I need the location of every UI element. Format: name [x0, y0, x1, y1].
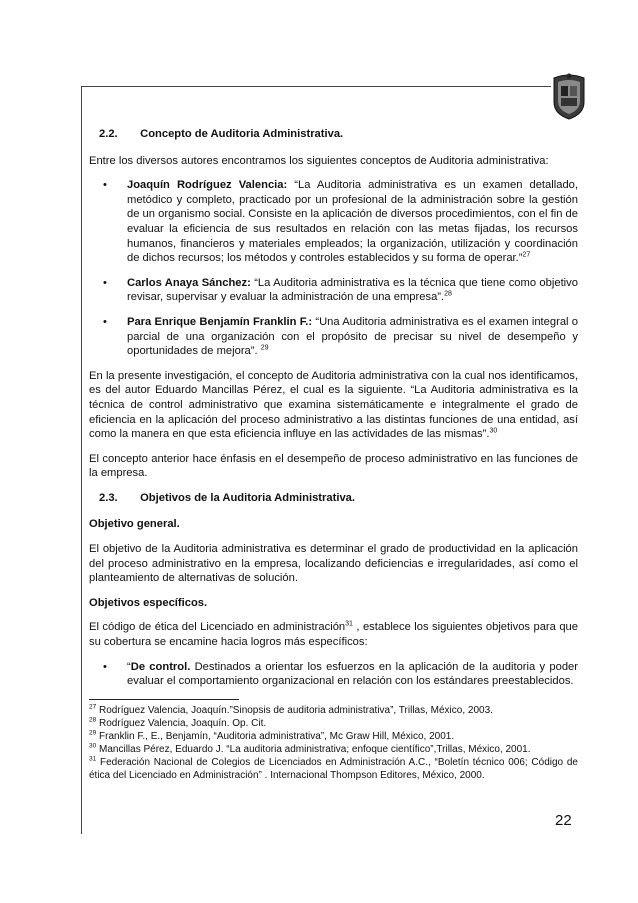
investigation-text: En la presente investigación, el concepto de Auditoria administrativa con la cual nos identificamos, es del autor Eduardo Mancillas Pérez, el cual es la siguiente. “La Auditoria administrativa es la técnica de control administrativo que examina sistemáticamente e integralmente el grado de eficiencia en la aplicación del proceso administrativo a las distintas funciones de una entidad, así como la manera en que esta eficiencia influye en las actividades de las mismas”.: [89, 369, 578, 441]
footnote: [89, 756, 578, 782]
footnote-text: Rodríguez Valencia, Joaquín.”Sinopsis de auditoria administrativa”, Trillas, México, 2003.: [96, 704, 493, 716]
concept-text: “Una Auditoria administrativa es el examen integral o parcial de una organización con el propósito de precisar su nivel de desempeño y oportunidades de mejora”.: [127, 315, 578, 358]
concept-text: “La Auditoria administrativa es la técnica que tiene como objetivo revisar, supervisar y evaluar la administración de una empresa”.: [127, 276, 578, 304]
intro-paragraph: Entre los diversos autores encontramos los siguientes conceptos de Auditoria administrativa:: [89, 154, 549, 167]
concept-author: Para Enrique Benjamín Franklin F.:: [127, 315, 313, 328]
footnote-number: 30: [89, 742, 97, 750]
footnote-ref: 30: [489, 427, 498, 435]
section-heading-concepto: [89, 127, 578, 142]
footnote-number: 31: [89, 755, 97, 763]
general-objective-heading: Objetivo general.: [89, 518, 180, 531]
footnote-text: Federación Nacional de Colegios de Licenciados en Administración A.C., “Boletín técnico 006; Código de ética del Licenciado en Administración” . Internacional Thompson Editores, México, 2000.: [89, 756, 578, 781]
footnote-ref: 31: [345, 620, 353, 628]
footnote: [89, 704, 578, 717]
objectives-list: [89, 660, 578, 689]
bullet-icon: •: [103, 179, 107, 192]
footnote-number: 28: [89, 716, 97, 724]
page-content: [89, 127, 578, 782]
footnote: [89, 717, 578, 730]
emphasis-paragraph: El concepto anterior hace énfasis en el desempeño de proceso administrativo en las funciones de la empresa.: [89, 452, 578, 480]
footnote-text: Mancillas Pérez, Eduardo J. “La auditoria administrativa; enfoque científico”,Trillas, México, 2001.: [96, 743, 531, 755]
specific-intro-text-cont: , establece los siguientes objetivos para que su cobertura se encamine hacia logros más específicos:: [89, 621, 578, 649]
specific-objectives-heading: Objetivos específicos.: [89, 596, 208, 609]
section-title: Objetivos de la Auditoria Administrativa.: [140, 491, 355, 504]
objective-item: [89, 660, 578, 689]
objective-label: De control.: [130, 660, 191, 673]
footnote-text: Franklin F., E., Benjamín, “Auditoria administrativa”, Mc Graw Hill, México, 2001.: [96, 730, 455, 742]
footnote-separator: [89, 699, 239, 700]
footnote: [89, 730, 578, 743]
concept-item: [89, 315, 578, 359]
specific-intro-paragraph: [89, 620, 578, 649]
page-frame-top-rule: [81, 86, 551, 87]
specific-intro-text: El código de ética del Licenciado en administración: [89, 621, 346, 634]
investigation-paragraph: [89, 369, 578, 442]
general-objective-text: El objetivo de la Auditoria administrativa es determinar el grado de productividad en la aplicación del proceso administrativo en la empresa, localizando deficiencias e irregularidades, así como el planteamiento de alternativas de solución.: [89, 543, 578, 585]
footnote-text: Rodríguez Valencia, Joaquín. Op. Cit.: [96, 717, 267, 729]
concepts-list: [89, 178, 578, 359]
concept-author: Carlos Anaya Sánchez:: [127, 276, 251, 289]
objective-prefix: “: [127, 660, 131, 673]
footnote-number: 29: [89, 729, 97, 737]
footnote-number: 27: [89, 703, 97, 711]
page-frame-left-rule: [81, 86, 82, 834]
concept-item: [89, 276, 578, 305]
section-number: 2.2.: [99, 128, 118, 140]
section-number: 2.3.: [99, 491, 118, 504]
concept-item: [89, 178, 578, 266]
bullet-icon: •: [103, 276, 107, 289]
objective-text: Destinados a orientar los esfuerzos en la aplicación de la auditoria y poder evaluar el comportamiento organizacional en relación con los estándares preestablecidos.: [127, 660, 578, 688]
section-heading-objetivos: [89, 491, 578, 506]
footnote-ref: 27: [522, 251, 531, 259]
concept-text: “La Auditoria administrativa es un examen detallado, metódico y completo, practicado por un profesional de la administración sobre la gestión de un organismo social. Consiste en la aplicación de diversos procedimientos, con el fin de evaluar la eficiencia de sus resultados en relación con las metas fijadas, los recursos humanos, financieros y materiales empleados; la organización, utilización y coordinación de dichos recursos; los métodos y controles establecidos y su forma de operar.”: [127, 179, 579, 265]
page-number: 22: [555, 812, 572, 829]
bullet-icon: •: [103, 315, 107, 328]
footnote-ref: 28: [444, 290, 452, 298]
concept-author: Joaquín Rodríguez Valencia:: [127, 179, 288, 192]
bullet-icon: •: [103, 660, 107, 673]
university-crest-logo: [551, 72, 587, 120]
footnote: [89, 743, 578, 756]
footnote-ref: 29: [260, 344, 269, 352]
section-title: Concepto de Auditoria Administrativa.: [140, 128, 344, 140]
